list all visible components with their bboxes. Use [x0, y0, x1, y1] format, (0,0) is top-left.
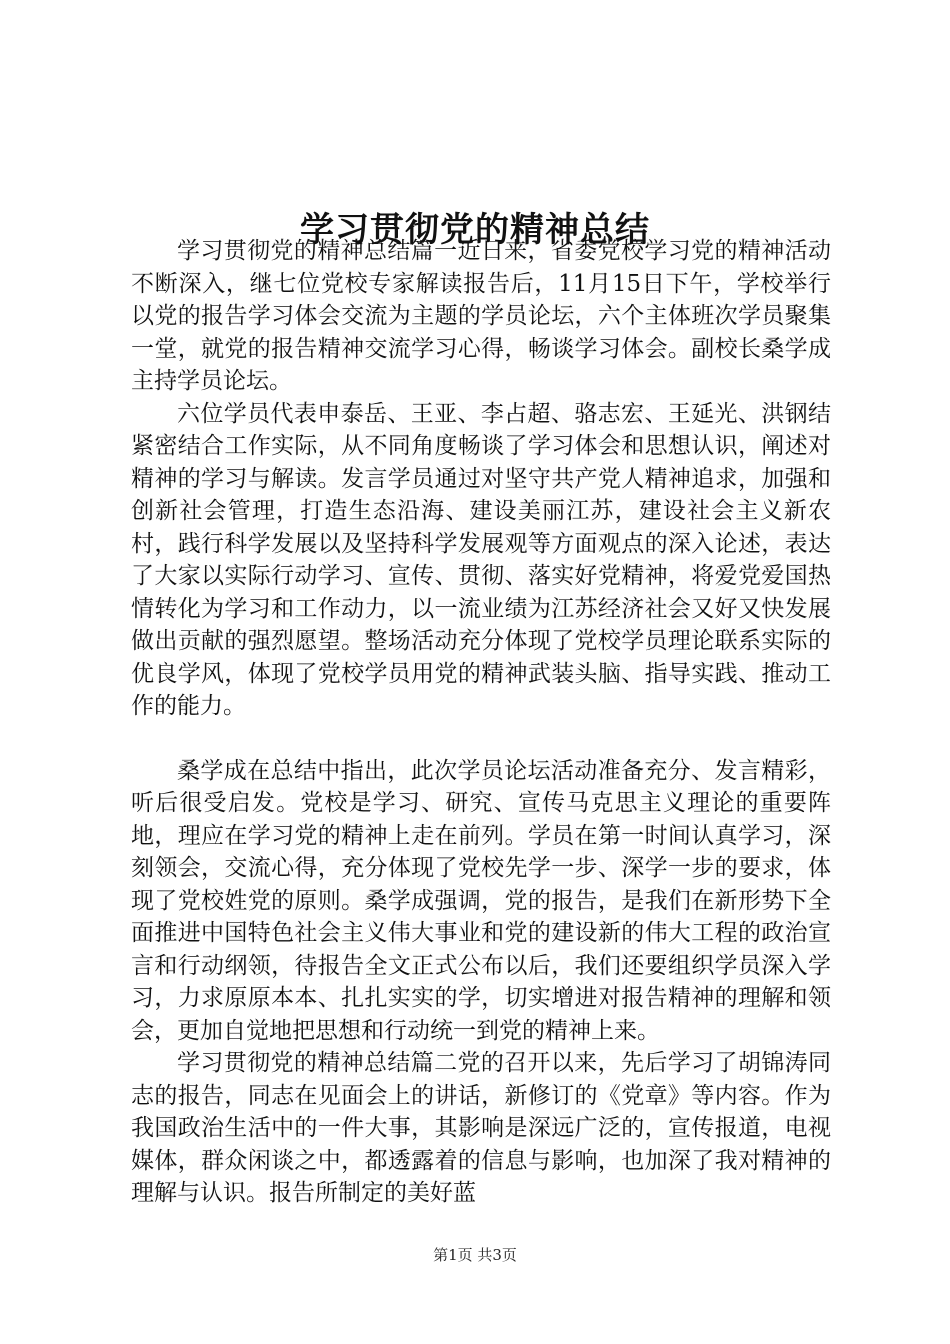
paragraph-1: 学习贯彻党的精神总结篇一近日来，省委党校学习党的精神活动不断深入，继七位党校专家解读报告后，11月15日下午，学校举行以党的报告学习体会交流为主题的学员论坛，六个主体班次学员聚集一堂，就党的报告精神交流学习心得，畅谈学习体会。副校长桑学成主持学员论坛。 [131, 238, 831, 394]
document-body [131, 235, 831, 1210]
paragraph-4: 学习贯彻党的精神总结篇二党的召开以来，先后学习了胡锦涛同志的报告，同志在见面会上的讲话，新修订的《党章》等内容。作为我国政治生活中的一件大事，其影响是深远广泛的，宣传报道，电视媒体，群众闲谈之中，都透露着的信息与影响，也加深了我对精神的理解与认识。报告所制定的美好蓝 [131, 1050, 831, 1206]
paragraph-2: 六位学员代表申泰岳、王亚、李占超、骆志宏、王延光、洪钢结紧密结合工作实际，从不同角度畅谈了学习体会和思想认识，阐述对精神的学习与解读。发言学员通过对坚守共产党人精神追求，加强和创新社会管理，打造生态沿海、建设美丽江苏，建设社会主义新农村，践行科学发展以及坚持科学发展观等方面观点的深入论述，表达了大家以实际行动学习、宣传、贯彻、落实好党精神，将爱党爱国热情转化为学习和工作动力，以一流业绩为江苏经济社会又好又快发展做出贡献的强烈愿望。整场活动充分体现了党校学员理论联系实际的优良学风，体现了党校学员用党的精神武装头脑、指导实践、推动工作的能力。 [131, 400, 831, 719]
paragraph-3: 桑学成在总结中指出，此次学员论坛活动准备充分、发言精彩，听后很受启发。党校是学习、研究、宣传马克思主义理论的重要阵地，理应在学习党的精神上走在前列。学员在第一时间认真学习，深刻领会，交流心得，充分体现了党校先学一步、深学一步的要求，体现了党校姓党的原则。桑学成强调，党的报告，是我们在新形势下全面推进中国特色社会主义伟大事业和党的建设新的伟大工程的政治宣言和行动纲领，待报告全文正式公布以后，我们还要组织学员深入学习，力求原原本本、扎扎实实的学，切实增进对报告精神的理解和领会，更加自觉地把思想和行动统一到党的精神上来。 [131, 757, 831, 1044]
page-footer: 第1页 共3页 [433, 1246, 517, 1264]
document-title: 学习贯彻党的精神总结 [300, 209, 650, 250]
